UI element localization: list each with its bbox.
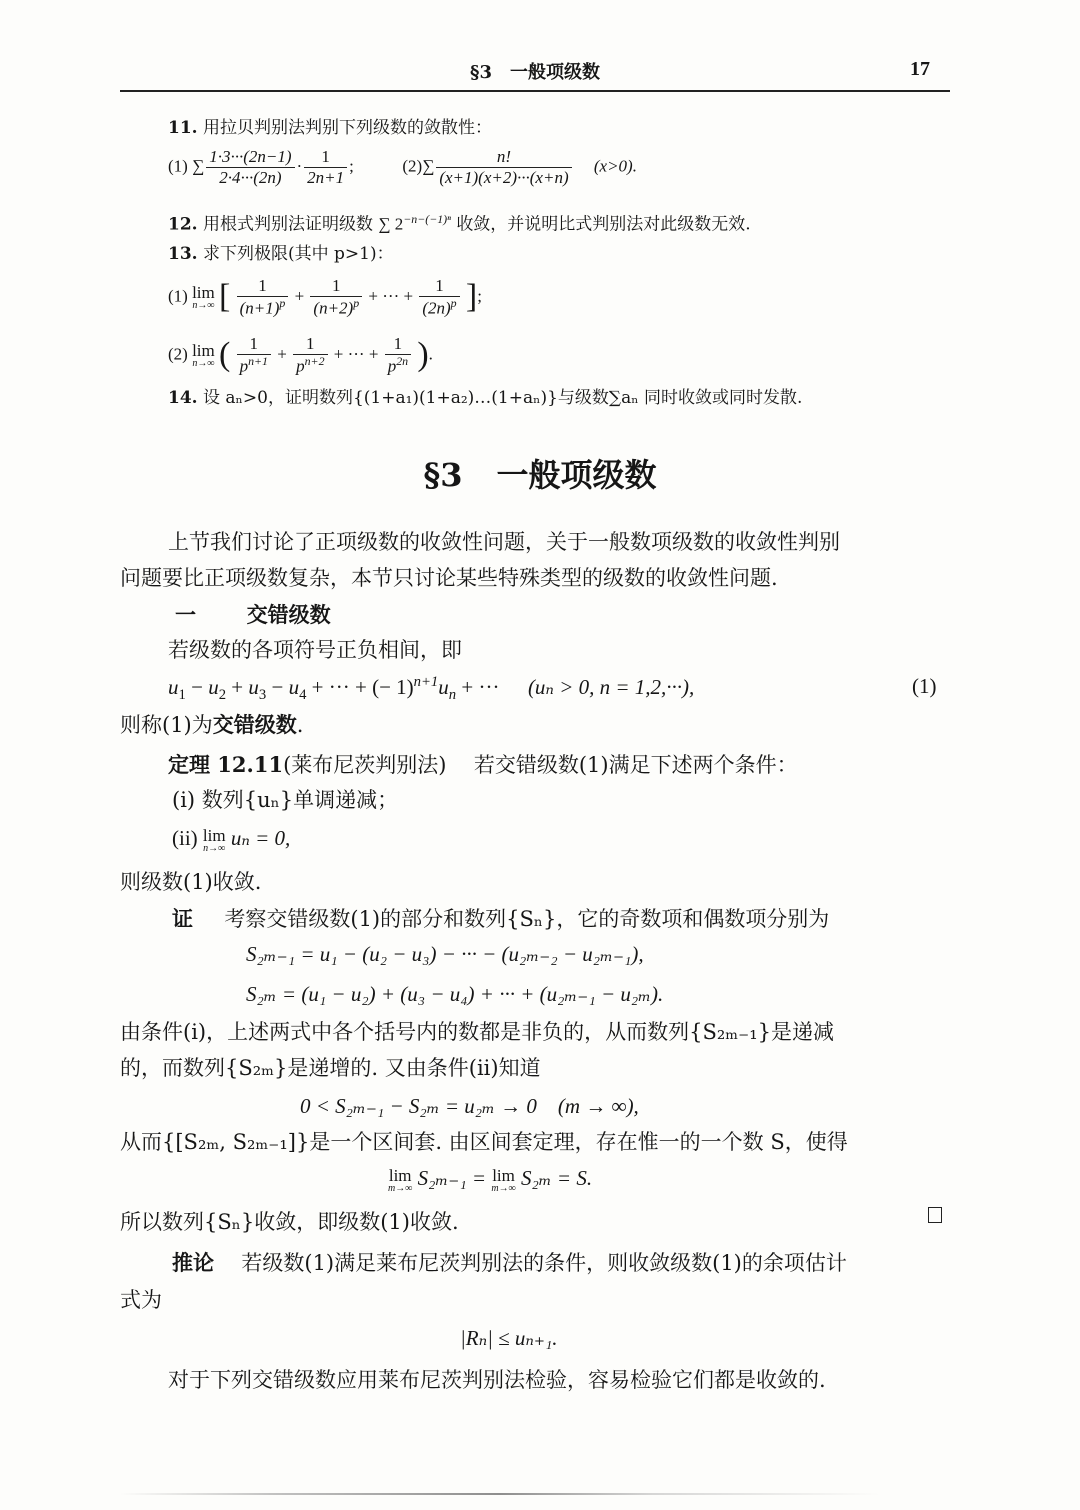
fraction: $\frac{1\cdot 3\cdot\cdot\cdot(2n-1)}{2\cdot 4\cdot\cdot\cdot(2n)}$ — [206, 148, 294, 187]
exercise-11 — [168, 118, 492, 138]
fraction: $\frac{1}{2n+1}$ — [304, 148, 347, 187]
equation-remainder: |Rₙ| ≤ uₙ₊₁. — [460, 1326, 558, 1350]
equation-difference: 0 < S₂ₘ₋₁ − S₂ₘ = u₂ₘ → 0 (m → ∞), — [300, 1094, 639, 1118]
subsection-heading — [175, 602, 331, 627]
exercise-number: 13. — [168, 244, 198, 264]
equation-odd: S₂ₘ₋₁ = u₁ − (u₂ − u₃) − ··· − (u₂ₘ₋₂ − u₂ₘ₋₁), — [246, 942, 644, 966]
condition-line-1: 由条件(i)，上述两式中各个括号内的数都是非负的，从而数列{S₂ₘ₋₁}是递减 — [120, 1020, 835, 1044]
nested-interval-line: 从而{[S₂ₘ, S₂ₘ₋₁]}是一个区间套. 由区间套定理，存在惟一的一个数 S，使得 — [120, 1130, 848, 1154]
theorem-conclusion: 则级数(1)收敛. — [120, 870, 262, 894]
condition-line-2: 的，而数列{S₂ₘ}是递增的. 又由条件(ii)知道 — [120, 1056, 541, 1080]
intro-line-1: 上节我们讨论了正项级数的收敛性问题，关于一般数项级数的收敛性判别 — [168, 530, 840, 554]
scan-artifact — [120, 1493, 880, 1495]
final-line: 对于下列交错级数应用莱布尼茨判别法检验，容易检验它们都是收敛的. — [168, 1368, 826, 1392]
exercise-13 — [168, 244, 394, 264]
exercise-11-formulas: (1) ∑ $\frac{1\cdot 3\cdot\cdot\cdot(2n-1)}{2\cdot 4\cdot\cdot\cdot(2n)}$ · $\frac{1}{2n+1}$ ; (2)∑ $\frac{n!}{(x+1)(x+2)\cdot\cdot\cdot(x+n)}$ (x>0). — [168, 147, 637, 187]
fraction: $\frac{n!}{(x+1)(x+2)\cdot\cdot\cdot(x+n)}$ — [436, 148, 571, 187]
corollary-label: 推论 — [172, 1250, 214, 1275]
corollary-text-2: 式为 — [120, 1288, 162, 1312]
item-label: (2) — [402, 156, 423, 176]
exponent: −n−(−1)ⁿ — [403, 212, 451, 226]
subsection-title: 交错级数 — [246, 602, 331, 627]
exercise-text: 用拉贝判别法判别下列级数的敛散性： — [202, 118, 492, 138]
intro-line-2: 问题要比正项级数复杂，本节只讨论某些特殊类型的级数的收敛性问题. — [120, 566, 778, 590]
qed-box-icon — [928, 1207, 942, 1223]
proof-text: 考察交错级数(1)的部分和数列{Sₙ}，它的奇数项和偶数项分别为 — [224, 907, 830, 931]
condition-i: (i) 数列{uₙ}单调递减； — [172, 788, 399, 812]
section-title — [0, 450, 1080, 496]
item-label: (1) — [168, 286, 188, 306]
so-line: 所以数列{Sₙ}收敛，即级数(1)收敛. — [120, 1210, 459, 1234]
page-header — [120, 58, 950, 90]
page-number: 17 — [910, 58, 930, 80]
exercise-13-formula-1: (1) lim n→∞ [ $\frac{1}{(n+1)^p}$ + $\frac{1}{(n+2)^p}$ + ··· + $\frac{1}{(2n)^p}$ ]; — [168, 276, 482, 318]
section-name: 一般项级数 — [496, 456, 657, 494]
theorem-label: 定理 12.11 — [168, 752, 284, 777]
proof-start — [172, 906, 829, 932]
exercise-text: 用根式判别法证明级数 — [202, 214, 373, 235]
term-bold: 交错级数 — [212, 712, 297, 737]
running-title: §3 一般项级数 — [470, 62, 600, 83]
item-label: (1) — [168, 156, 188, 176]
header-rule — [120, 90, 950, 92]
series-expr: ∑ 2 — [378, 214, 404, 234]
equation-condition: (uₙ > 0, n = 1,2,···), — [527, 675, 695, 699]
condition: (x>0). — [593, 156, 637, 176]
exercise-13-formula-2: (2) lim n→∞ ( $\frac{1}{p^{n+1}}$ + $\frac{1}{p^{n+2}}$ + ··· + $\frac{1}{p^{2n}}$ ). — [168, 334, 433, 376]
proof-label: 证 — [172, 906, 193, 931]
item-label: (2) — [168, 344, 188, 364]
theorem-text: 若交错级数(1)满足下述两个条件： — [473, 753, 798, 777]
exercise-text: 求下列极限(其中 p>1)： — [202, 244, 394, 264]
exercise-14 — [168, 388, 802, 408]
equation-even: S₂ₘ = (u₁ − u₂) + (u₃ − u₄) + ··· + (u₂ₘ₋₁ − u₂ₘ). — [246, 982, 664, 1006]
exercise-number: 14. — [168, 388, 198, 408]
exercise-text: 设 aₙ>0，证明数列{(1+a₁)(1+a₂)…(1+aₙ)}与级数∑aₙ 同时收敛或同时发散. — [202, 388, 803, 408]
theorem-name: (莱布尼茨判别法) — [283, 753, 447, 777]
definition-conclusion: 则称(1)为交错级数. — [120, 712, 304, 737]
definition-line: 若级数的各项符号正负相间，即 — [168, 638, 462, 662]
equation-1-tag: (1) — [912, 674, 937, 698]
subsection-number: 一 — [175, 602, 196, 627]
equation-limits: lim m→∞ S₂ₘ₋₁ = lim m→∞ S₂ₘ = S. — [388, 1165, 593, 1194]
exercise-number: 11. — [168, 118, 198, 138]
exercise-12 — [168, 212, 751, 235]
theorem — [168, 752, 798, 778]
exercise-text-tail: 收敛，并说明比式判别法对此级数无效. — [456, 214, 751, 235]
corollary — [172, 1250, 847, 1276]
exercise-number: 12. — [168, 214, 198, 235]
section-symbol: §3 — [423, 456, 463, 494]
corollary-text: 若级数(1)满足莱布尼茨判别法的条件，则收敛级数(1)的余项估计 — [241, 1251, 847, 1275]
equation-1: $u_1 - u_2 + u_3 - u_4$ + ··· + (− $1)^{n+1}u_n$ + ··· (uₙ > 0, n = 1,2,···), — [168, 674, 695, 704]
condition-ii: (ii) lim n→∞ uₙ = 0, — [172, 825, 291, 854]
